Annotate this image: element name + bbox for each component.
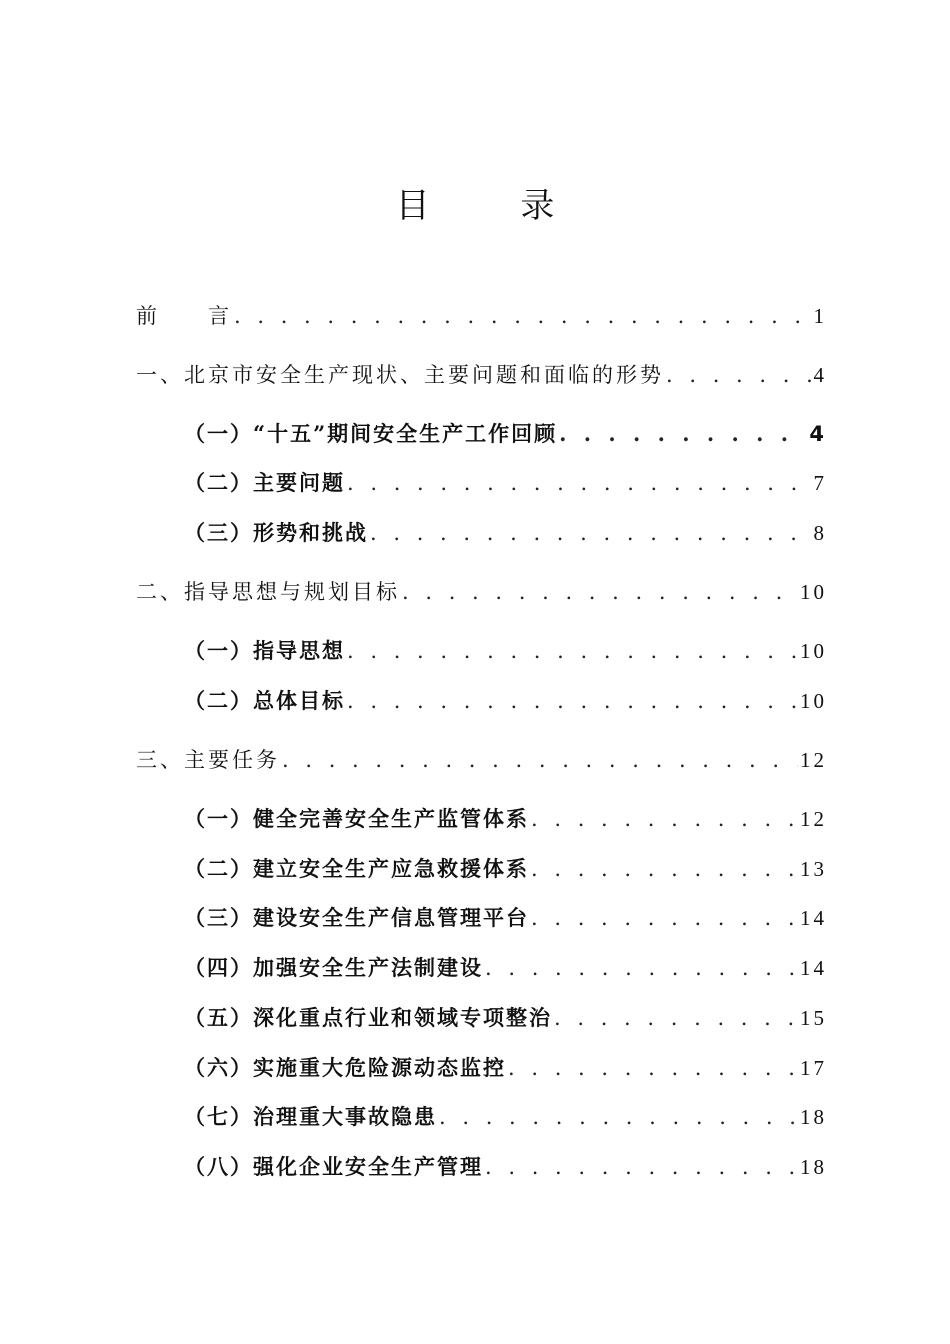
toc-entry-section-3-7[interactable] [184, 1102, 827, 1132]
toc-entry-section-3-8[interactable] [184, 1152, 827, 1182]
toc-entry-label: （八）强化企业安全生产管理 [184, 1154, 483, 1179]
dot-leader [234, 301, 812, 331]
toc-entry-page: 12 [800, 748, 827, 772]
dot-leader [554, 1003, 798, 1033]
toc-entry-label: （四）加强安全生产法制建设 [184, 955, 483, 980]
toc-entry-label: （二）主要问题 [184, 470, 345, 495]
toc-entry-label: （六）实施重大危险源动态监控 [184, 1055, 506, 1080]
toc-entry-page: 18 [800, 1105, 827, 1129]
toc-entry-page: 10 [800, 639, 827, 663]
toc-entry-label: （一）指导思想 [184, 638, 345, 663]
toc-entry-page: 14 [800, 956, 827, 980]
toc-entry-section-3-6[interactable] [184, 1053, 827, 1083]
toc-entry-label: 前 言 [136, 304, 232, 328]
toc-entry-page: 10 [800, 689, 827, 713]
toc-entry-section-3-4[interactable] [184, 953, 827, 983]
dot-leader [559, 419, 807, 449]
toc-entry-section-3-2[interactable] [184, 854, 827, 884]
toc-entry-section-1-2[interactable] [184, 468, 827, 498]
page-title: 目 录 [395, 186, 595, 226]
dot-leader [347, 686, 798, 716]
toc-entry-label: （五）深化重点行业和领域专项整治 [184, 1005, 552, 1030]
toc-entry-label: 二、指导思想与规划目标 [136, 580, 400, 604]
dot-leader [370, 518, 812, 548]
toc-entry-page: 17 [800, 1056, 827, 1080]
toc-entry-section-2-2[interactable] [184, 686, 827, 716]
dot-leader [485, 1152, 798, 1182]
toc-entry-page: 4 [809, 422, 827, 446]
dot-leader [531, 903, 798, 933]
toc-entry-label: （一）健全完善安全生产监管体系 [184, 806, 529, 831]
toc-entry-label: （七）治理重大事故隐患 [184, 1104, 437, 1129]
toc-entry-label: （一）“十五”期间安全生产工作回顾 [184, 421, 558, 446]
toc-entry-label: 一、北京市安全生产现状、主要问题和面临的形势 [136, 363, 664, 387]
toc-entry-page: 12 [800, 807, 827, 831]
toc-entry-label: （二）建立安全生产应急救援体系 [184, 856, 529, 881]
toc-entry-chapter-2[interactable] [136, 577, 827, 607]
toc-entry-page: 14 [800, 906, 827, 930]
toc-entry-section-3-3[interactable] [184, 903, 827, 933]
dot-leader [485, 953, 798, 983]
toc-entry-section-1-3[interactable] [184, 518, 827, 548]
dot-leader [402, 577, 798, 607]
toc-entry-chapter-3[interactable] [136, 745, 827, 775]
toc-entry-label: （三）建设安全生产信息管理平台 [184, 905, 529, 930]
toc-entry-label: （二）总体目标 [184, 688, 345, 713]
dot-leader [347, 636, 798, 666]
toc-entry-page: 13 [800, 857, 827, 881]
toc-entry-page: 18 [800, 1155, 827, 1179]
toc-entry-page: 10 [800, 580, 827, 604]
toc-entry-section-1-1[interactable] [184, 419, 827, 449]
toc-entry-page: 15 [800, 1006, 827, 1030]
toc-entry-section-3-5[interactable] [184, 1003, 827, 1033]
dot-leader [666, 360, 812, 390]
toc-entry-page: 4 [813, 363, 827, 387]
toc-entry-label: 三、主要任务 [136, 748, 280, 772]
dot-leader [282, 745, 798, 775]
toc-entry-label: （三）形势和挑战 [184, 520, 368, 545]
toc-entry-page: 8 [813, 521, 827, 545]
dot-leader [508, 1053, 798, 1083]
toc-entry-section-2-1[interactable] [184, 636, 827, 666]
toc-entry-page: 7 [813, 471, 827, 495]
dot-leader [439, 1102, 798, 1132]
toc-entry-preface[interactable] [136, 301, 827, 331]
toc-entry-chapter-1[interactable] [136, 360, 827, 390]
toc-entry-section-3-1[interactable] [184, 804, 827, 834]
dot-leader [531, 854, 798, 884]
toc-entry-page: 1 [813, 304, 827, 328]
dot-leader [531, 804, 798, 834]
dot-leader [347, 468, 812, 498]
